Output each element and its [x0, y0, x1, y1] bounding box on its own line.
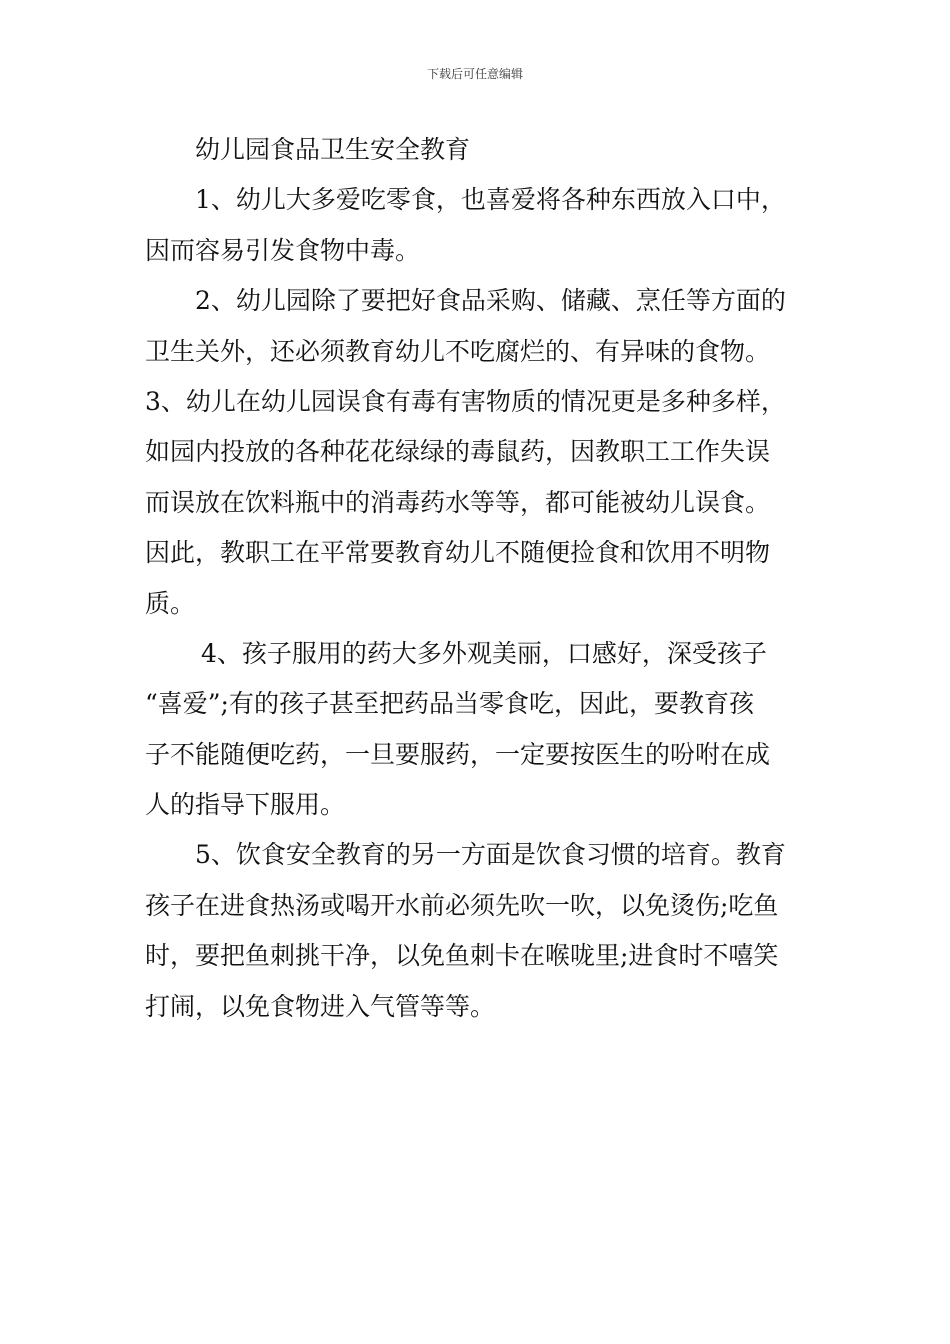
- paragraph-line: 孩子在进食热汤或喝开水前必须先吹一吹，以免烫伤;吃鱼: [145, 890, 779, 920]
- paragraph-line: 打闹，以免食物进入气管等等。: [145, 991, 496, 1021]
- paragraph-2: [145, 276, 815, 377]
- paragraph-line: 卫生关外，还必须教育幼儿不吃腐烂的、有异味的食物。: [145, 336, 771, 366]
- paragraph-line: 时，要把鱼刺挑干净，以免鱼刺卡在喉咙里;进食时不嘻笑: [145, 941, 779, 971]
- paragraph-line: 5、饮食安全教育的另一方面是饮食习惯的培育。教育: [195, 840, 786, 870]
- paragraph-line: 因而容易引发食物中毒。: [145, 235, 421, 265]
- paragraph-line: 质。: [145, 588, 196, 618]
- paragraph-line: 因此，教职工在平常要教育幼儿不随便捡食和饮用不明物: [145, 538, 771, 568]
- paragraph-line: 人的指导下服用。: [145, 790, 346, 820]
- document-title: 幼儿园食品卫生安全教育: [195, 135, 471, 164]
- paragraph-line: 2、幼儿园除了要把好食品采购、储藏、烹任等方面的: [195, 286, 786, 316]
- paragraph-line: “喜爱”;有的孩子甚至把药品当零食吃，因此，要教育孩: [145, 689, 754, 719]
- paragraph-line: 1、幼儿大多爱吃零食，也喜爱将各种东西放入口中，: [195, 185, 786, 215]
- paragraph-line: 3、幼儿在幼儿园误食有毒有害物质的情况更是多种多样，: [145, 386, 786, 416]
- paragraph-3: [145, 377, 815, 629]
- paragraph-line: 子不能随便吃药，一旦要服药，一定要按医生的吩咐在成: [145, 739, 771, 769]
- paragraph-5: [145, 830, 815, 1032]
- paragraph-line: 而误放在饮料瓶中的消毒药水等等，都可能被幼儿误食。: [145, 487, 771, 517]
- page-header-note: 下载后可任意编辑: [426, 67, 523, 81]
- paragraph-line: 如园内投放的各种花花绿绿的毒鼠药，因教职工工作失误: [145, 437, 771, 467]
- paragraph-1: [145, 175, 815, 276]
- document-body: [145, 125, 815, 1032]
- paragraph-line: 4、孩子服用的药大多外观美丽，口感好，深受孩子: [201, 638, 767, 668]
- paragraph-4: [145, 629, 815, 831]
